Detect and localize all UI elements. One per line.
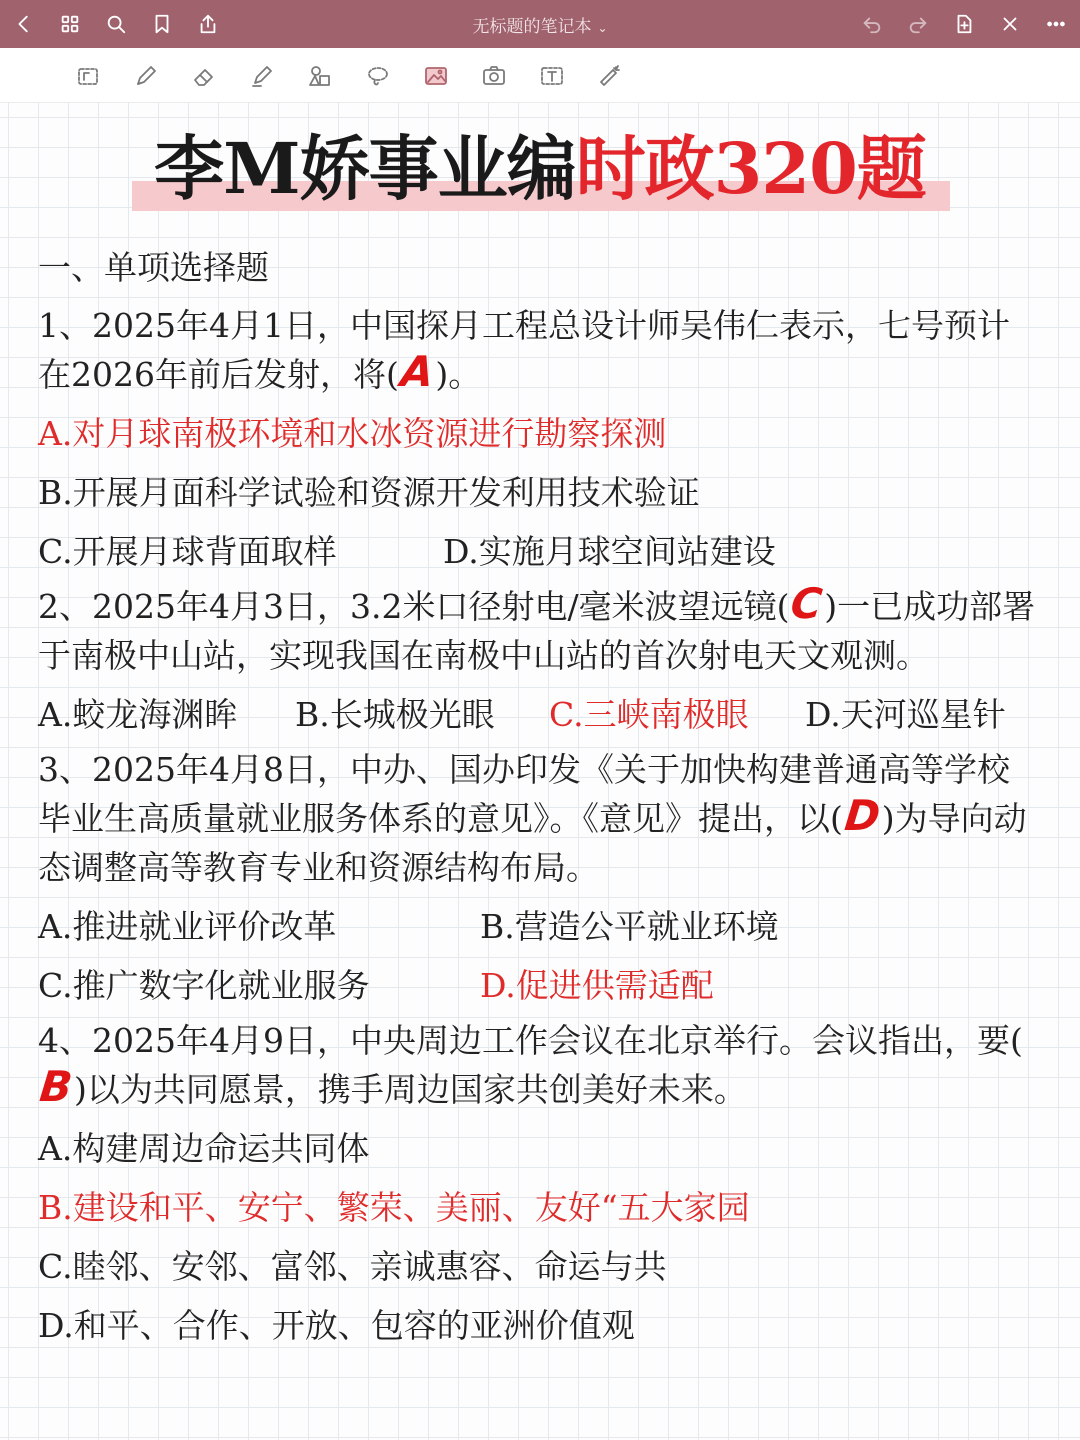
question-1	[38, 301, 1038, 399]
question-2-text-b: )一已成功部署于南极中山站，实现我国在南极中山站的首次射电天文观测。	[38, 587, 1036, 675]
section-heading: 一、单项选择题	[38, 248, 269, 287]
drawing-toolbar	[0, 48, 1080, 103]
question-1-handwritten-answer: A	[398, 347, 437, 396]
add-page-icon[interactable]	[946, 6, 982, 42]
question-4-option-c: C.睦邻、安邻、富邻、亲诚惠容、命运与共	[38, 1247, 667, 1286]
question-4-text-b: )以为共同愿景，携手周边国家共创美好未来。	[74, 1070, 747, 1109]
question-4	[38, 1016, 1038, 1114]
text-icon[interactable]	[536, 60, 568, 92]
question-2-option-d: D.天河巡星针	[805, 695, 1006, 734]
question-3-options-row-2	[38, 961, 1038, 1010]
question-1-option-b: B.开展月面科学试验和资源开发利用技术验证	[38, 473, 700, 512]
eraser-icon[interactable]	[188, 60, 220, 92]
question-4-option-d: D.和平、合作、开放、包容的亚洲价值观	[38, 1306, 635, 1345]
question-1-option-a: A.对月球南极环境和水冰资源进行勘察探测	[38, 414, 667, 453]
question-4-option-a: A.构建周边命运共同体	[38, 1129, 370, 1168]
laser-pointer-icon[interactable]	[594, 60, 626, 92]
close-icon[interactable]	[992, 6, 1028, 42]
question-3	[38, 745, 1038, 892]
question-4-option-b: B.建设和平、安宁、繁荣、美丽、友好“五大家园	[38, 1188, 750, 1227]
page-title	[154, 127, 926, 211]
title-red-text: 时政320题	[575, 127, 926, 210]
question-3-text-b: )为导向动态调整高等教育专业和资源结构布局。	[38, 799, 1027, 887]
question-3-option-b: B.营造公平就业环境	[480, 907, 779, 946]
question-2-options-row	[38, 690, 1038, 739]
question-4-text-a: 4、2025年4月9日，中央周边工作会议在北京举行。会议指出，要(	[38, 1021, 1023, 1060]
pen-icon[interactable]	[130, 60, 162, 92]
question-2-option-b: B.长城极光眼	[295, 695, 495, 734]
question-3-option-d: D.促进供需适配	[480, 966, 714, 1005]
note-page[interactable]	[0, 103, 1080, 1440]
image-icon[interactable]	[420, 60, 452, 92]
chevron-down-icon: ⌄	[597, 21, 608, 35]
question-1-text-b: )。	[435, 355, 482, 394]
question-3-handwritten-answer: D	[842, 791, 883, 840]
question-1-text-a: 1、2025年4月1日，中国探月工程总设计师吴伟仁表示，七号预计在2026年前后发射，将(	[38, 306, 1010, 394]
question-1-option-c: C.开展月球背面取样	[38, 532, 337, 571]
question-1-option-d: D.实施月球空间站建设	[443, 532, 776, 571]
app-top-bar	[0, 0, 1080, 48]
question-list	[38, 243, 1038, 1350]
question-3-option-c: C.推广数字化就业服务	[38, 966, 370, 1005]
question-3-options-row-1	[38, 902, 1038, 951]
lasso-select-icon[interactable]	[72, 60, 104, 92]
more-icon[interactable]	[1038, 6, 1074, 42]
undo-icon[interactable]	[854, 6, 890, 42]
redo-icon[interactable]	[900, 6, 936, 42]
title-black-text: 李M娇事业编	[154, 127, 576, 210]
question-4-handwritten-answer: B	[37, 1062, 75, 1111]
question-2-text-a: 2、2025年4月3日，3.2米口径射电/毫米波望远镜(	[38, 587, 790, 626]
question-2-option-a: A.蛟龙海渊眸	[38, 695, 238, 734]
question-2-handwritten-answer: C	[788, 579, 825, 628]
highlighter-icon[interactable]	[246, 60, 278, 92]
lasso-icon[interactable]	[362, 60, 394, 92]
shapes-icon[interactable]	[304, 60, 336, 92]
camera-icon[interactable]	[478, 60, 510, 92]
question-3-text-a: 3、2025年4月8日，中办、国办印发《关于加快构建普通高等学校毕业生高质量就业服务体系的意见》。《意见》提出，以(	[38, 750, 1010, 838]
question-1-options-row	[38, 527, 1038, 576]
title-block	[0, 127, 1080, 211]
notebook-title-text: 无标题的笔记本	[472, 17, 592, 37]
question-2-option-c: C.三峡南极眼	[549, 695, 749, 734]
question-2	[38, 579, 1038, 680]
question-3-option-a: A.推进就业评价改革	[38, 907, 337, 946]
